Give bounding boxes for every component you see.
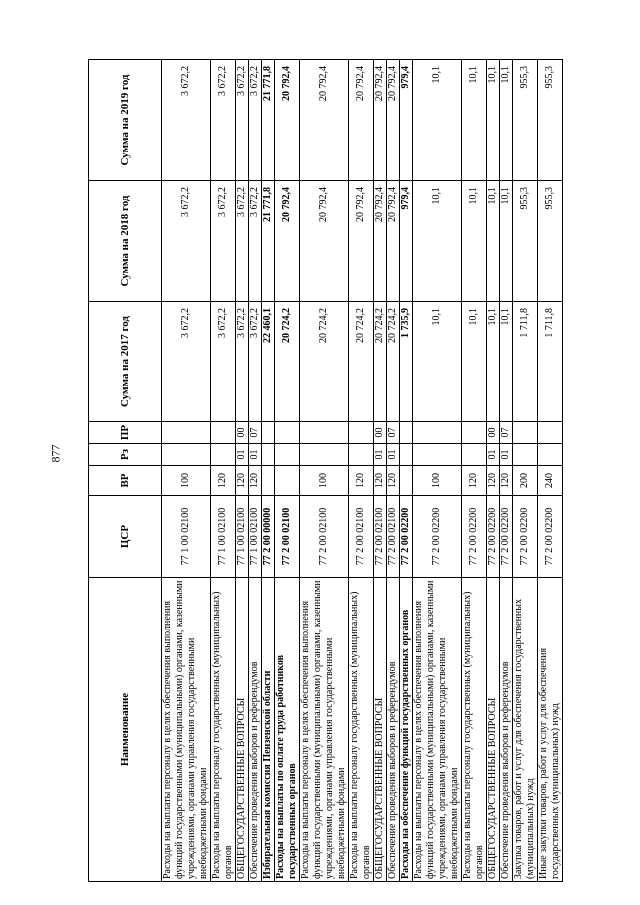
cell-rz bbox=[400, 444, 413, 466]
budget-table bbox=[88, 59, 563, 882]
cell-pr: 07 bbox=[387, 422, 400, 444]
cell-pr bbox=[538, 422, 563, 444]
cell-csr: 77 2 00 02200 bbox=[487, 496, 500, 578]
cell-csr: 77 2 00 02200 bbox=[413, 496, 462, 578]
cell-pr bbox=[513, 422, 538, 444]
cell-rz bbox=[262, 444, 275, 466]
cell-y2018: 3 672,2 bbox=[211, 181, 236, 302]
cell-y2017: 10,1 bbox=[413, 302, 462, 422]
cell-y2017: 20 724,2 bbox=[387, 302, 400, 422]
cell-name: Обеспечение проведения выборов и референдумов bbox=[249, 578, 262, 882]
table-row bbox=[500, 60, 513, 882]
cell-rz bbox=[162, 444, 211, 466]
cell-csr: 77 2 00 02100 bbox=[300, 496, 349, 578]
table-row bbox=[462, 60, 487, 882]
cell-csr: 77 2 00 02200 bbox=[462, 496, 487, 578]
cell-rz bbox=[275, 444, 300, 466]
cell-rz: 01 bbox=[374, 444, 387, 466]
cell-name: Обеспечение проведения выборов и референдумов bbox=[387, 578, 400, 882]
table-row bbox=[513, 60, 538, 882]
cell-rz bbox=[211, 444, 236, 466]
cell-y2018: 20 792,4 bbox=[275, 181, 300, 302]
table-body bbox=[162, 60, 563, 882]
cell-name: Расходы на обеспечение функций государственных органов bbox=[400, 578, 413, 882]
cell-pr: 00 bbox=[487, 422, 500, 444]
cell-name: ОБЩЕГОСУДАРСТВЕННЫЕ ВОПРОСЫ bbox=[487, 578, 500, 882]
cell-y2018: 955,3 bbox=[538, 181, 563, 302]
cell-vr: 120 bbox=[236, 466, 249, 496]
cell-y2019: 3 672,2 bbox=[162, 60, 211, 181]
cell-y2019: 979,4 bbox=[400, 60, 413, 181]
cell-csr: 77 2 00 02100 bbox=[275, 496, 300, 578]
table-row bbox=[400, 60, 413, 882]
cell-vr bbox=[275, 466, 300, 496]
cell-y2019: 21 771,8 bbox=[262, 60, 275, 181]
col-header-2019: Сумма на 2019 год bbox=[89, 60, 162, 181]
cell-vr bbox=[400, 466, 413, 496]
cell-name: Расходы на выплаты персоналу государственных (муниципальных) органов bbox=[211, 578, 236, 882]
cell-vr: 120 bbox=[374, 466, 387, 496]
cell-rz: 01 bbox=[500, 444, 513, 466]
cell-y2017: 20 724,2 bbox=[349, 302, 374, 422]
cell-csr: 77 2 00 02200 bbox=[538, 496, 563, 578]
cell-pr bbox=[300, 422, 349, 444]
cell-csr: 77 2 00 02200 bbox=[513, 496, 538, 578]
cell-y2017: 10,1 bbox=[487, 302, 500, 422]
cell-y2017: 20 724,2 bbox=[275, 302, 300, 422]
cell-csr: 77 1 00 02100 bbox=[211, 496, 236, 578]
header-row bbox=[89, 60, 162, 882]
cell-csr: 77 1 00 02100 bbox=[249, 496, 262, 578]
cell-y2019: 955,3 bbox=[513, 60, 538, 181]
col-header-name: Наименование bbox=[89, 578, 162, 882]
cell-vr: 100 bbox=[413, 466, 462, 496]
table-row bbox=[249, 60, 262, 882]
cell-rz: 01 bbox=[487, 444, 500, 466]
cell-y2018: 10,1 bbox=[487, 181, 500, 302]
table-row bbox=[211, 60, 236, 882]
table-row bbox=[374, 60, 387, 882]
cell-rz bbox=[538, 444, 563, 466]
col-header-2017: Сумма на 2017 год bbox=[89, 302, 162, 422]
table-row bbox=[387, 60, 400, 882]
cell-y2017: 20 724,2 bbox=[300, 302, 349, 422]
cell-y2018: 21 771,8 bbox=[262, 181, 275, 302]
col-header-rz: Рз bbox=[89, 444, 162, 466]
cell-y2019: 20 792,4 bbox=[387, 60, 400, 181]
col-header-pr: ПР bbox=[89, 422, 162, 444]
col-header-2018: Сумма на 2018 год bbox=[89, 181, 162, 302]
cell-y2019: 3 672,2 bbox=[236, 60, 249, 181]
cell-y2017: 3 672,2 bbox=[211, 302, 236, 422]
cell-y2018: 3 672,2 bbox=[236, 181, 249, 302]
cell-vr: 120 bbox=[462, 466, 487, 496]
cell-csr: 77 2 00 02200 bbox=[400, 496, 413, 578]
cell-pr: 07 bbox=[500, 422, 513, 444]
cell-y2018: 10,1 bbox=[500, 181, 513, 302]
cell-rz bbox=[513, 444, 538, 466]
cell-pr bbox=[462, 422, 487, 444]
cell-name: Расходы на выплаты персоналу в целях обеспечения выполнения функций государственными (муниципальными) органами, казенными учреждениями, органами управления государственными внебюджетными фондами bbox=[162, 578, 211, 882]
cell-rz bbox=[300, 444, 349, 466]
cell-y2018: 3 672,2 bbox=[162, 181, 211, 302]
cell-y2018: 20 792,4 bbox=[374, 181, 387, 302]
rotated-table-container bbox=[88, 60, 588, 882]
cell-y2017: 20 724,2 bbox=[374, 302, 387, 422]
cell-rz: 01 bbox=[249, 444, 262, 466]
cell-rz: 01 bbox=[387, 444, 400, 466]
cell-y2017: 1 711,8 bbox=[513, 302, 538, 422]
cell-y2019: 3 672,2 bbox=[211, 60, 236, 181]
cell-pr bbox=[262, 422, 275, 444]
cell-rz bbox=[413, 444, 462, 466]
cell-y2017: 3 672,2 bbox=[162, 302, 211, 422]
cell-y2019: 10,1 bbox=[462, 60, 487, 181]
cell-vr: 120 bbox=[349, 466, 374, 496]
col-header-csr: ЦСР bbox=[89, 496, 162, 578]
table-row bbox=[413, 60, 462, 882]
table-row bbox=[262, 60, 275, 882]
cell-csr: 77 1 00 02100 bbox=[162, 496, 211, 578]
table-row bbox=[236, 60, 249, 882]
cell-csr: 77 2 00 00000 bbox=[262, 496, 275, 578]
cell-pr bbox=[413, 422, 462, 444]
table-row bbox=[487, 60, 500, 882]
cell-csr: 77 2 00 02100 bbox=[374, 496, 387, 578]
cell-rz: 01 bbox=[236, 444, 249, 466]
cell-pr bbox=[275, 422, 300, 444]
cell-y2019: 20 792,4 bbox=[275, 60, 300, 181]
cell-rz bbox=[349, 444, 374, 466]
cell-name: Обеспечение проведения выборов и референдумов bbox=[500, 578, 513, 882]
table-row bbox=[275, 60, 300, 882]
cell-name: Расходы на выплаты по оплате труда работников государственных органов bbox=[275, 578, 300, 882]
cell-y2019: 20 792,4 bbox=[300, 60, 349, 181]
cell-csr: 77 2 00 02200 bbox=[500, 496, 513, 578]
cell-vr: 200 bbox=[513, 466, 538, 496]
cell-vr: 240 bbox=[538, 466, 563, 496]
cell-pr: 00 bbox=[236, 422, 249, 444]
cell-vr: 120 bbox=[500, 466, 513, 496]
cell-y2018: 3 672,2 bbox=[249, 181, 262, 302]
cell-y2017: 3 672,2 bbox=[249, 302, 262, 422]
cell-y2018: 955,3 bbox=[513, 181, 538, 302]
cell-rz bbox=[462, 444, 487, 466]
cell-y2019: 20 792,4 bbox=[349, 60, 374, 181]
cell-y2017: 1 711,8 bbox=[538, 302, 563, 422]
cell-vr: 100 bbox=[300, 466, 349, 496]
cell-y2018: 10,1 bbox=[462, 181, 487, 302]
cell-y2017: 3 672,2 bbox=[236, 302, 249, 422]
table-row bbox=[300, 60, 349, 882]
cell-y2017: 10,1 bbox=[462, 302, 487, 422]
cell-y2019: 20 792,4 bbox=[374, 60, 387, 181]
cell-name: ОБЩЕГОСУДАРСТВЕННЫЕ ВОПРОСЫ bbox=[236, 578, 249, 882]
table-row bbox=[162, 60, 211, 882]
cell-y2018: 20 792,4 bbox=[300, 181, 349, 302]
cell-pr: 07 bbox=[249, 422, 262, 444]
cell-vr: 120 bbox=[249, 466, 262, 496]
cell-name: Иные закупки товаров, работ и услуг для обеспечения государственных (муниципальных) нужд bbox=[538, 578, 563, 882]
cell-csr: 77 1 00 02100 bbox=[236, 496, 249, 578]
cell-name: Закупка товаров, работ и услуг для обеспечения государственных (муниципальных) нужд bbox=[513, 578, 538, 882]
cell-y2018: 979,4 bbox=[400, 181, 413, 302]
cell-name: Расходы на выплаты персоналу государственных (муниципальных) органов bbox=[462, 578, 487, 882]
cell-y2018: 20 792,4 bbox=[349, 181, 374, 302]
cell-y2018: 20 792,4 bbox=[387, 181, 400, 302]
cell-name: Расходы на выплаты персоналу в целях обеспечения выполнения функций государственными (муниципальными) органами, казенными учреждениями, органами управления государственными внебюджетными фондами bbox=[300, 578, 349, 882]
table-row bbox=[349, 60, 374, 882]
cell-pr bbox=[211, 422, 236, 444]
cell-y2017: 22 460,1 bbox=[262, 302, 275, 422]
cell-y2019: 10,1 bbox=[500, 60, 513, 181]
cell-pr bbox=[400, 422, 413, 444]
cell-name: Расходы на выплаты персоналу в целях обеспечения выполнения функций государственными (муниципальными) органами, казенными учреждениями, органами управления государственными внебюджетными фондами bbox=[413, 578, 462, 882]
page-number: 877 bbox=[48, 444, 63, 463]
cell-y2017: 10,1 bbox=[500, 302, 513, 422]
cell-pr bbox=[349, 422, 374, 444]
cell-y2019: 10,1 bbox=[413, 60, 462, 181]
cell-name: Избирательная комиссия Пензенской области bbox=[262, 578, 275, 882]
col-header-vr: ВР bbox=[89, 466, 162, 496]
cell-pr bbox=[162, 422, 211, 444]
cell-vr: 120 bbox=[487, 466, 500, 496]
cell-csr: 77 2 00 02100 bbox=[387, 496, 400, 578]
cell-y2017: 1 735,9 bbox=[400, 302, 413, 422]
cell-vr: 100 bbox=[162, 466, 211, 496]
cell-vr: 120 bbox=[211, 466, 236, 496]
cell-name: ОБЩЕГОСУДАРСТВЕННЫЕ ВОПРОСЫ bbox=[374, 578, 387, 882]
cell-y2018: 10,1 bbox=[413, 181, 462, 302]
cell-y2019: 955,3 bbox=[538, 60, 563, 181]
cell-name: Расходы на выплаты персоналу государственных (муниципальных) органов bbox=[349, 578, 374, 882]
cell-y2019: 3 672,2 bbox=[249, 60, 262, 181]
cell-vr bbox=[262, 466, 275, 496]
table-row bbox=[538, 60, 563, 882]
cell-y2019: 10,1 bbox=[487, 60, 500, 181]
cell-csr: 77 2 00 02100 bbox=[349, 496, 374, 578]
cell-vr: 120 bbox=[387, 466, 400, 496]
cell-pr: 00 bbox=[374, 422, 387, 444]
